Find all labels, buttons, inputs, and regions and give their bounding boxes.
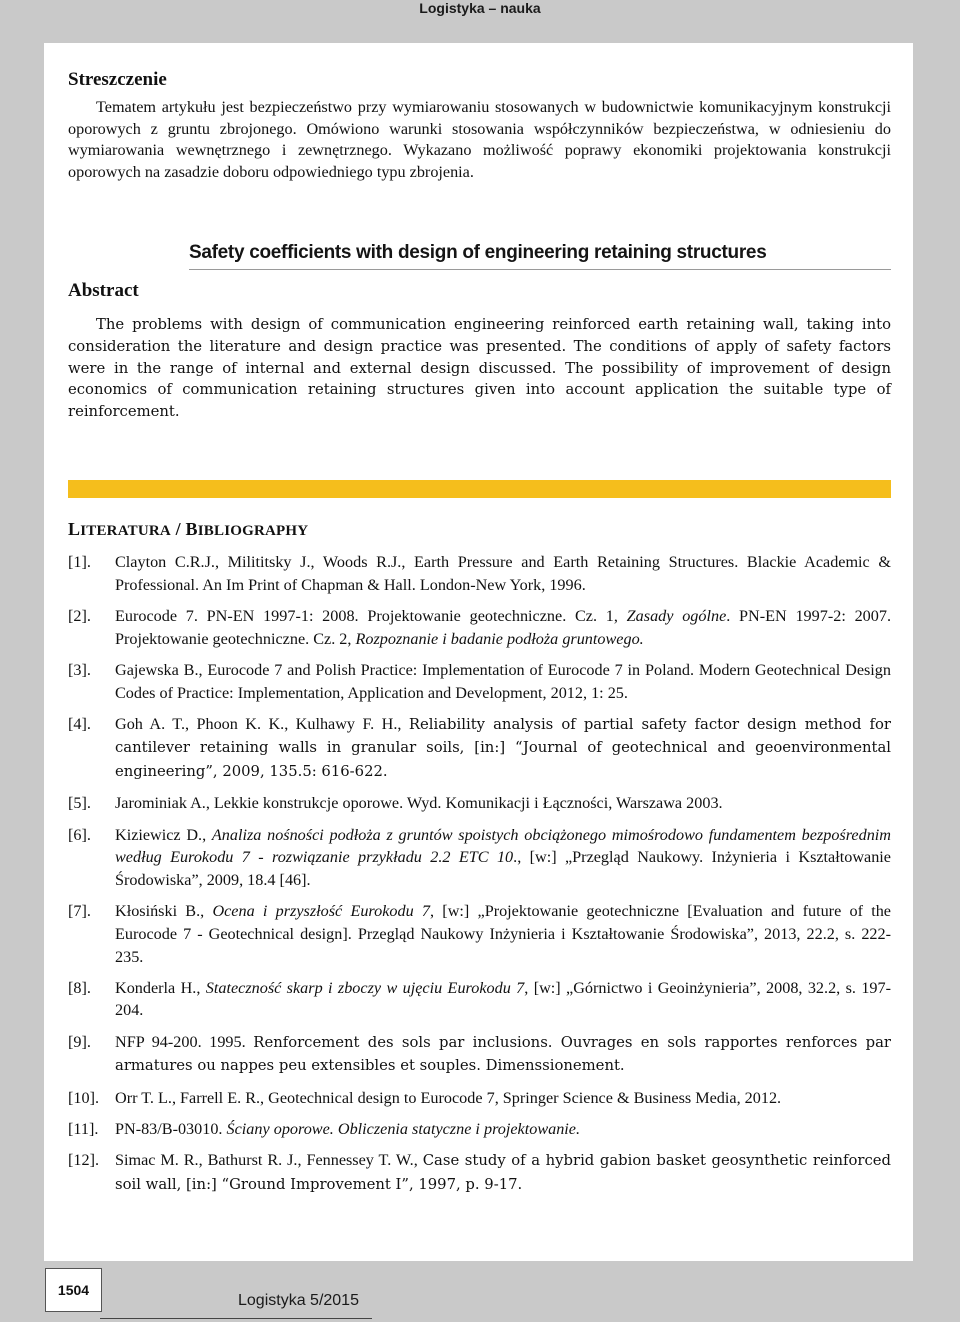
reference-number: [11]. xyxy=(68,1119,99,1138)
reference-text-part: Eurocode 7. PN-EN 1997-1: 2008. Projektowanie geotechniczne. Cz. 1, xyxy=(115,606,627,625)
reference-list xyxy=(68,551,891,1205)
reference-title-italic: Rozpoznanie i badanie podłoża gruntowego. xyxy=(355,629,644,648)
english-title: Safety coefficients with design of engineering retaining structures xyxy=(189,242,767,263)
reference-number: [6]. xyxy=(68,825,91,844)
reference-item xyxy=(68,900,891,968)
footer-divider xyxy=(100,1318,372,1319)
page-number-box: 1504 xyxy=(45,1268,102,1312)
reference-item xyxy=(68,713,891,784)
article-page xyxy=(44,43,913,1261)
streszczenie-heading: Streszczenie xyxy=(68,69,167,90)
reference-text xyxy=(115,715,891,780)
reference-text-part: Reliability analysis of partial safety factor design method for cantilever retaining walls in granular soils, [in:] “Journal of geotechnical and geoenvironmental engineering”, 2009, 135.5: 616-622. xyxy=(115,715,891,781)
reference-text xyxy=(115,607,891,648)
reference-number: [8]. xyxy=(68,978,91,997)
reference-item xyxy=(68,792,891,815)
reference-text-part: , [w:] „Projektowanie geotechniczne [Evaluation and future of the Eurocode 7 - Geotechnical design]. Przegląd Naukowy Inżynieria i Kształtowanie Środowiska”, 2013, 22.2, s. 222-235. xyxy=(115,902,891,966)
literature-heading-rest-2: IBLIOGRAPHY xyxy=(197,523,309,539)
reference-number: [7]. xyxy=(68,902,91,921)
reference-text: Orr T. L., Farrell E. R., Geotechnical design to Eurocode 7, Springer Science & Business Media, 2012. xyxy=(115,1088,782,1107)
abstract-heading: Abstract xyxy=(68,280,139,301)
reference-text-part: , [w:] „Górnictwo i Geoinżynieria”, 2008, 32.2, s. 197-204. xyxy=(115,978,891,1020)
reference-number: [1]. xyxy=(68,553,91,571)
reference-item xyxy=(68,605,891,650)
reference-text-part: Simac M. R., Bathurst R. J., Fennessey T. W., xyxy=(115,1150,423,1169)
reference-title-italic: Stateczność skarp i zboczy w ujęciu Eurokodu 7 xyxy=(205,978,525,997)
reference-title-italic: Zasady ogólne xyxy=(626,606,727,625)
reference-text xyxy=(115,826,891,889)
reference-item xyxy=(68,659,891,704)
reference-number: [5]. xyxy=(68,794,91,813)
reference-text-part: PN-83/B-03010. xyxy=(115,1119,227,1138)
literature-heading-initial-2: B xyxy=(185,519,198,539)
reference-item xyxy=(68,977,891,1022)
reference-text xyxy=(115,1151,891,1193)
reference-item xyxy=(68,1031,891,1078)
reference-text: Jarominiak A., Lekkie konstrukcje oporowe. Wyd. Komunikacji i Łączności, Warszawa 2003. xyxy=(115,794,723,813)
reference-item xyxy=(68,824,891,892)
reference-title-italic: Ściany oporowe. Obliczenia statyczne i projektowanie. xyxy=(226,1119,581,1138)
reference-number: [10]. xyxy=(68,1088,100,1107)
literature-heading-rest-1: ITERATURA xyxy=(80,523,171,539)
reference-number: [9]. xyxy=(68,1032,91,1051)
reference-number: [3]. xyxy=(68,660,91,679)
reference-number: [4]. xyxy=(68,714,91,733)
reference-title-italic: Analiza nośności podłoża z gruntów spoistych obciążonego mimośrodowo fundamentem bezpośrednim według Eurokodu 7 - rozwiązanie przykładu 2.2 ETC 10 xyxy=(115,825,891,867)
reference-text xyxy=(115,1033,891,1075)
reference-item xyxy=(68,551,891,596)
reference-text: Clayton C.R.J., Milititsky J., Woods R.J., Earth Pressure and Earth Retaining Structures. Blackie Academic & Professional. An Im Print of Chapman & Hall. London-New York, 1996. xyxy=(115,553,891,594)
reference-text-part: ., [w:] „Przegląd Naukowy. Inżynieria i Kształtowanie Środowiska”, 2009, 18.4 [46]. xyxy=(115,848,891,889)
journal-issue: Logistyka 5/2015 xyxy=(238,1292,359,1309)
reference-text xyxy=(115,979,891,1020)
reference-text: Gajewska B., Eurocode 7 and Polish Practice: Implementation of Eurocode 7 in Poland. Modern Geotechnical Design Codes of Practice: Implementation, Application and Development, 2012, 1: 25. xyxy=(115,660,891,702)
journal-section-header: Logistyka – nauka xyxy=(419,0,541,16)
abstract-text: The problems with design of communication engineering reinforced earth retaining wall, taking into consideration the literature and design practice was presented. The conditions of apply of safety factors were in the range of internal and external design discussed. The possibility of improvement of design economics of communication retaining structures given into account application the suitable type of reinforcement. xyxy=(68,316,891,421)
reference-title-italic: Ocena i przyszłość Eurokodu 7 xyxy=(212,902,431,921)
reference-text-part: Case study of a hybrid gabion basket geosynthetic reinforced soil wall, [in:] “Ground Improvement I”, 1997, p. 9-17. xyxy=(115,1151,891,1193)
literature-heading-initial-1: L xyxy=(68,519,81,539)
reference-item xyxy=(68,1149,891,1196)
literature-heading-separator: / xyxy=(170,519,186,539)
reference-text-part: Goh A. T., Phoon K. K., Kulhawy F. H., xyxy=(115,714,409,733)
title-divider xyxy=(189,269,891,270)
literature-heading xyxy=(68,519,308,540)
reference-text-part: Kłosiński B., xyxy=(115,902,213,921)
reference-text xyxy=(115,902,891,965)
streszczenie-text: Tematem artykułu jest bezpieczeństwo przy wymiarowaniu stosowanych w budownictwie komunikacyjnym konstrukcji oporowych z gruntu zbrojonego. Omówiono warunki stosowania współczynników bezpieczeństwa, w odniesieniu do wymiarowania wewnętrznego i zewnętrznego. Wykazano możliwość poprawy ekonomiki projektowania konstrukcji oporowych na zasadzie doboru odpowiedniego typu zbrojenia. xyxy=(68,98,891,181)
reference-text-part: Kiziewicz D., xyxy=(115,825,212,844)
reference-item xyxy=(68,1118,891,1141)
reference-number: [2]. xyxy=(68,606,91,625)
reference-text-part: Renforcement des sols par inclusions. Ouvrages en sols rapportes renforces par armatures ou nappes peu extensibles et souples. Dimenssionement. xyxy=(115,1033,891,1075)
reference-text-part: Konderla H., xyxy=(115,978,206,997)
reference-text xyxy=(115,1120,580,1138)
reference-number: [12]. xyxy=(68,1150,100,1169)
reference-item xyxy=(68,1087,891,1110)
reference-text-part: . PN-EN 1997-2: 2007. Projektowanie geotechniczne. Cz. 2, xyxy=(115,606,891,648)
accent-bar xyxy=(68,480,891,498)
reference-text-part: NFP 94-200. 1995. xyxy=(115,1032,254,1051)
